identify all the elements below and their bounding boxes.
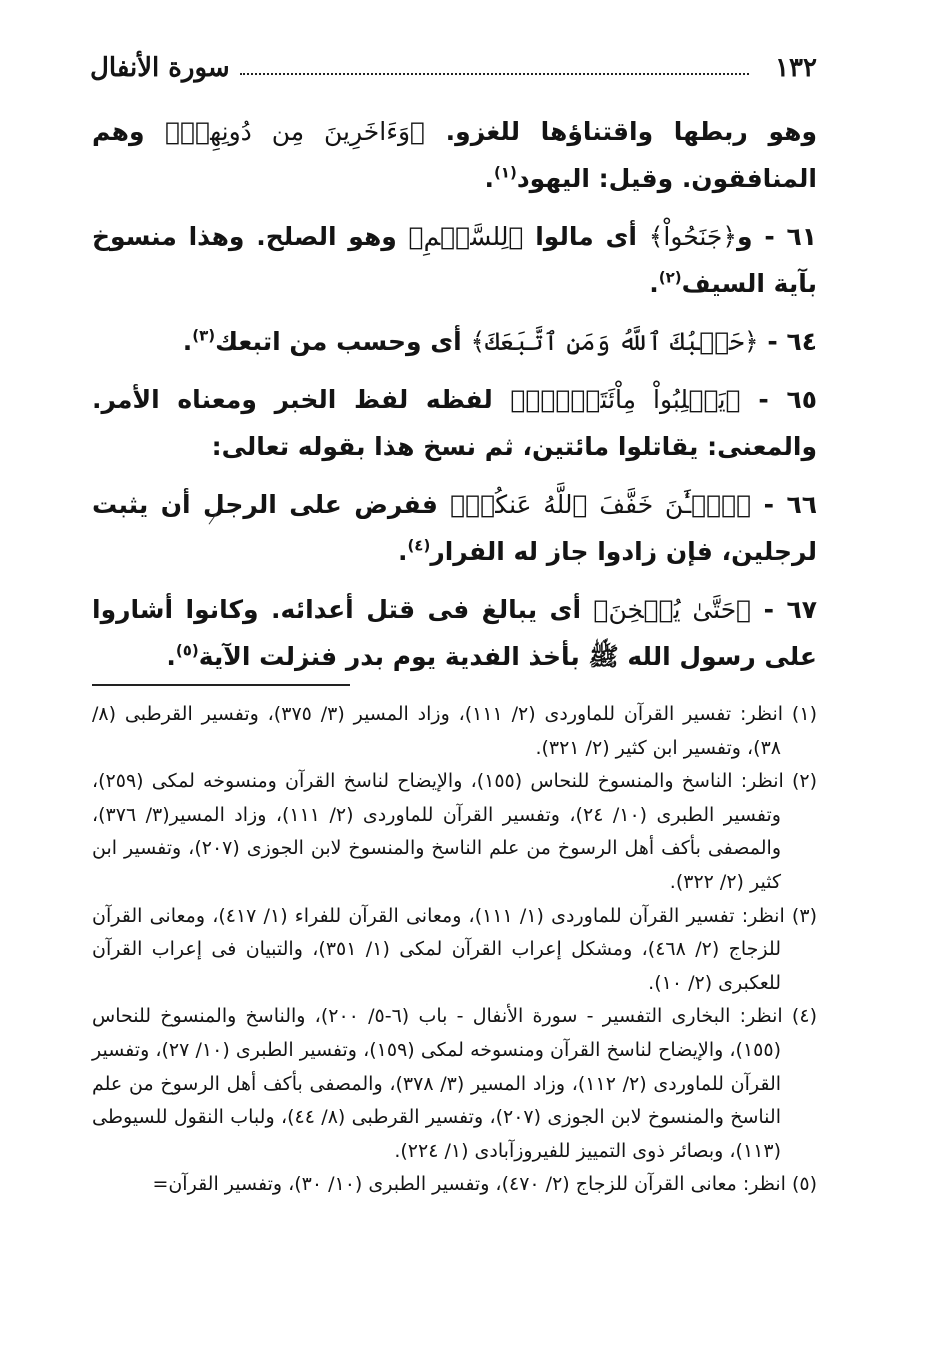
footnote-1: (١) انظر: تفسير القرآن للماوردى (٢/ ١١١)، وزاد المسير (٣/ ٣٧٥)، وتفسير القرطبى (٨/ ٣٨)، وتفسير ابن كثير (٢/ ٣٢١). [92, 703, 817, 759]
quran-verse: ﴿حَتَّىٰ يُثۡخِنَ﴾ [593, 595, 752, 624]
paragraph-verse-61: ٦١ - و﴿جَنَحُواْ﴾ أى مالوا ﴿لِلسَّلۡمِ﴾ وهو الصلح. وهذا منسوخ بآية السيف$^{(٢)}$. [92, 222, 818, 298]
footnote-ref: (٢) [658, 268, 682, 287]
page-header [90, 48, 817, 88]
footnotes [92, 698, 817, 1202]
footnote-5: (٥) انظر: معانى القرآن للزجاج (٢/ ٤٧٠)، وتفسير الطبرى (١٠/ ٣٠)، وتفسير القرآن= [152, 1173, 817, 1196]
footnote-separator [92, 684, 350, 686]
footnote-ref: (٤) [407, 536, 431, 555]
quran-verse: ﴿وَءَاخَرِينَ مِن دُونِهِمۡ﴾ [165, 117, 426, 146]
footnote-ref: (٣) [192, 326, 216, 345]
quran-verse: ﴿جَنَحُواْ﴾ [648, 222, 738, 251]
main-text [92, 108, 817, 691]
paragraph-verse-67: ٦٧ - ﴿حَتَّىٰ يُثۡخِنَ﴾ أى يبالغ فى قتل أعدائه. وكانوا أشاروا على رسول الله ﷺ بأخذ الفدية يوم بدر فنزلت الآية$^{(٥)}$. [92, 595, 817, 671]
footnote-ref: (١) [493, 163, 517, 182]
footnote-3: (٣) انظر: تفسير القرآن للماوردى (١/ ١١١)، ومعانى القرآن للفراء (١/ ٤١٧)، ومعانى القرآن للزجاج (٢/ ٤٦٨)، ومشكل إعراب القرآن لمكى (١/ ٣٥١)، والتبيان فى إعراب القرآن للعكبرى (٢/ ١٠). [92, 904, 817, 994]
paragraph-verse-66: ٦٦ - ﴿ٱلۡـَٰٔنَ خَفَّفَ ٱللَّهُ عَنكُمۡ﴾ ففرض على الرجل أن يثبت لرجلين، فإن زادوا جاز له الفرار$^{(٤)}$. [92, 490, 817, 566]
quran-verse: ﴿ٱلۡـَٰٔنَ خَفَّفَ ٱللَّهُ عَنكُمۡ﴾ [450, 490, 752, 519]
paragraph-verse-64: ٦٤ - ﴿حَسۡبُكَ ٱللَّهُ وَمَنِ ٱتَّبَعَكَ﴾ أى وحسب من اتبعك$^{(٣)}$. [182, 326, 817, 356]
footnote-2: (٢) انظر: الناسخ والمنسوخ للنحاس (١٥٥)، والإيضاح لناسخ القرآن ومنسوخه لمكى (٢٥٩)، وتفسير الطبرى (١٠/ ٢٤)، وتفسير القرآن للماوردى (٢/ ١١١)، وزاد المسير(٣/ ٣٧٦)، والمصفى بأكف أهل الرسوخ من علم الناسخ والمنسوخ لابن الجوزى (٢٠٧)، وتفسير ابن كثير (٢/ ٣٢٢). [92, 770, 817, 893]
quran-verse: ﴿يَغۡلِبُواْ مِاْئَتَيۡنِۚ﴾ [510, 385, 741, 414]
surah-title: سورة الأنفال [90, 53, 230, 83]
header-dotted-leader [240, 73, 749, 75]
footnote-ref: (٥) [175, 641, 199, 660]
footnote-4: (٤) انظر: البخارى التفسير - سورة الأنفال - باب (٦-٥/ ٢٠٠)، والناسخ والمنسوخ للنحاس (١٥٥)، والإيضاح لناسخ القرآن ومنسوخه لمكى (١٥٩)، وتفسير الطبرى (١٠/ ٢٧)، وتفسير القرآن للماوردى (٢/ ١١٢)، وزاد المسير (٣/ ٣٧٨)، والمصفى بأكف أهل الرسوخ من علم الناسخ والمنسوخ لابن الجوزى (٢٠٧)، وتفسير القرطبى (٨/ ٤٤)، ولباب النقول للسيوطى (١١٣)، وبصائر ذوى التمييز للفيروزآبادى (١/ ٢٢٤). [92, 1005, 817, 1162]
paragraph-verse-65: ٦٥ - ﴿يَغۡلِبُواْ مِاْئَتَيۡنِۚ﴾ لفظه لفظ الخبر ومعناه الأمر. والمعنى: يقاتلوا مائتين، ثم نسخ هذا بقوله تعالى: [92, 385, 817, 461]
page-number: ١٣٢ [775, 53, 817, 83]
quran-verse: ﴿لِلسَّلۡمِ﴾ [408, 222, 524, 251]
paragraph-verse-60: وهو ربطها واقتناؤها للغزو. ﴿وَءَاخَرِينَ مِن دُونِهِمۡ﴾ وهم المنافقون. وقيل: اليهود$^{(١)}$. [92, 117, 817, 193]
quran-verse: ﴿حَسۡبُكَ ٱللَّهُ وَمَنِ ٱتَّبَعَكَ﴾ [470, 327, 759, 356]
